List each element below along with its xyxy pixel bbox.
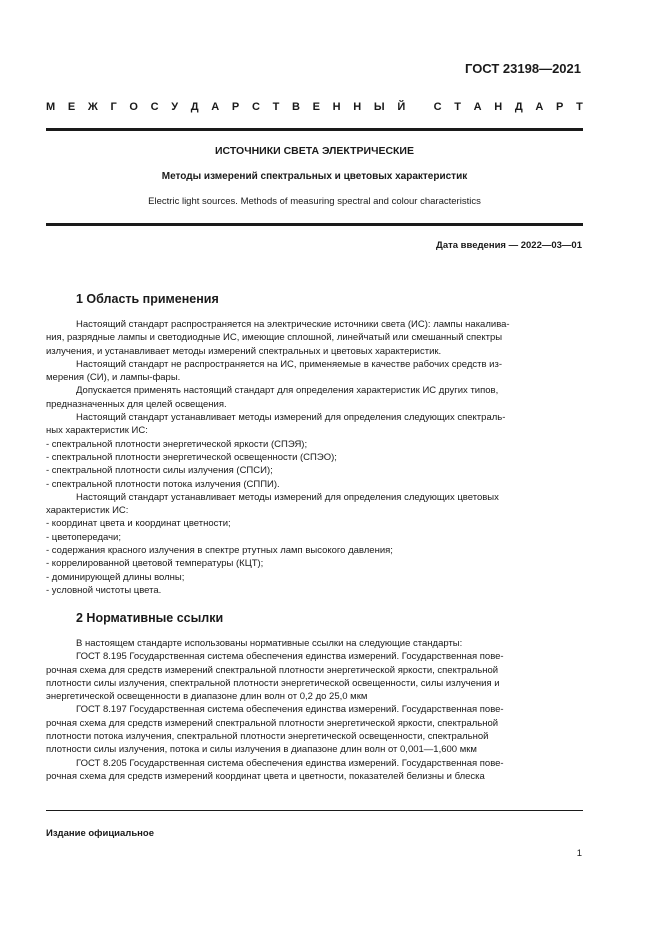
interstate-letter: Е — [312, 101, 320, 113]
document-code: ГОСТ 23198—2021 — [465, 61, 581, 76]
interstate-letter: Н — [353, 101, 362, 113]
title-divider — [46, 223, 583, 226]
interstate-letter: Г — [110, 101, 117, 113]
interstate-letter: Н — [494, 101, 503, 113]
interstate-letter: В — [291, 101, 300, 113]
interstate-letter: Й — [397, 101, 406, 113]
interstate-letter: О — [129, 101, 138, 113]
document-subtitle: Методы измерений спектральных и цветовых характеристик — [161, 171, 468, 182]
text-line: ных характеристик ИС: — [46, 425, 148, 437]
interstate-letter: Н — [332, 101, 341, 113]
document-title-english: Electric light sources. Methods of measuring spectral and colour characteristics — [148, 196, 481, 207]
interstate-letter: Т — [272, 101, 280, 113]
text-line: Настоящий стандарт не распространяется на ИС, применяемые в качестве рабочих средств из- — [76, 358, 503, 370]
text-line: Допускается применять настоящий стандарт для определения характеристик ИС других типов, — [76, 385, 499, 397]
text-line: - доминирующей длины волны; — [46, 571, 185, 583]
footer-divider — [46, 810, 583, 811]
interstate-letter — [418, 101, 421, 113]
text-line: ГОСТ 8.197 Государственная система обеспечения единства измерений. Государственная пове- — [76, 704, 504, 716]
edition-label: Издание официальное — [46, 828, 154, 839]
text-line: - цветопередачи; — [46, 531, 121, 543]
top-divider — [46, 128, 583, 131]
text-line: предназначенных для целей освещения. — [46, 398, 227, 410]
text-line: рочная схема для средств измерений спектральной плотности энергетической яркости, спектральной — [46, 717, 499, 729]
text-line: - спектральной плотности энергетической освещенности (СПЭО); — [46, 451, 337, 463]
text-line: - коррелированной цветовой температуры (КЦТ); — [46, 558, 264, 570]
text-line: характеристик ИС: — [46, 505, 129, 517]
interstate-letter: Ж — [87, 101, 98, 113]
text-line: рочная схема для средств измерений спектральной плотности энергетической яркости, спектральной — [46, 664, 499, 676]
interstate-letter: С — [150, 101, 159, 113]
text-line: ГОСТ 8.205 Государственная система обеспечения единства измерений. Государственная пове- — [76, 757, 504, 769]
interstate-letter: М — [46, 101, 56, 113]
interstate-letter: Р — [231, 101, 240, 113]
interstate-letter: А — [211, 101, 220, 113]
text-line: рочная схема для средств измерений координат цвета и цветности, показателей белизны и блеска — [46, 770, 485, 782]
interstate-letter: С — [433, 101, 442, 113]
text-line: - спектральной плотности потока излучения (СППИ). — [46, 478, 280, 490]
text-line: В настоящем стандарте использованы нормативные ссылки на следующие стандарты: — [76, 638, 463, 649]
text-line: Настоящий стандарт устанавливает методы измерений для определения следующих цветовых — [76, 491, 499, 503]
interstate-letter: Т — [454, 101, 461, 113]
section-2-heading: 2 Нормативные ссылки — [76, 611, 224, 625]
text-line: плотности силы излучения, потока и силы излучения в диапазоне длин волн от 0,001—1,600 мкм — [46, 744, 477, 756]
interstate-letter: Ы — [373, 101, 385, 113]
interstate-letter: С — [251, 101, 260, 113]
interstate-letter: Д — [190, 101, 199, 113]
section-1-body — [46, 318, 582, 597]
text-line: плотности силы излучения, спектральной плотности энергетической освещенности, силы излучения и — [46, 677, 500, 689]
text-line: - координат цвета и координат цветности; — [46, 518, 231, 530]
interstate-standard-label — [46, 101, 583, 113]
text-line: - содержания красного излучения в спектре ртутных ламп высокого давления; — [46, 545, 393, 557]
text-line: ГОСТ 8.195 Государственная система обеспечения единства измерений. Государственная пове- — [76, 651, 504, 663]
interstate-letter: Е — [67, 101, 76, 113]
text-line: - спектральной плотности энергетической яркости (СПЭЯ); — [46, 438, 308, 450]
text-line: плотности потока излучения, спектральной плотности энергетической освещенности, спектральной — [46, 731, 489, 743]
text-line: ния, разрядные лампы и светодиодные ИС, имеющие сплошной, линейчатый или смешанный спектры — [46, 332, 503, 344]
text-line: излучения, и устанавливает методы измерений спектральных и цветовых характеристик. — [46, 345, 442, 357]
introduction-date: Дата введения — 2022—03—01 — [436, 240, 582, 251]
text-line: мерения (СИ), и лампы-фары. — [46, 372, 181, 384]
section-1-heading: 1 Область применения — [76, 292, 219, 306]
section-2-body — [46, 637, 582, 783]
text-line: Настоящий стандарт устанавливает методы измерений для определения следующих спектраль- — [76, 412, 506, 424]
interstate-letter: А — [473, 101, 482, 113]
interstate-letter: А — [535, 101, 544, 113]
document-title: ИСТОЧНИКИ СВЕТА ЭЛЕКТРИЧЕСКИЕ — [215, 145, 414, 157]
text-line: Настоящий стандарт распространяется на электрические источники света (ИС): лампы накалива- — [76, 319, 510, 330]
interstate-letter: Д — [514, 101, 523, 113]
interstate-letter: Р — [556, 101, 564, 113]
page-number: 1 — [576, 848, 582, 859]
text-line: - спектральной плотности силы излучения (СПСИ); — [46, 465, 273, 477]
text-line: энергетической освещенности в диапазоне длин волн от 0,2 до 25,0 мкм — [46, 691, 368, 703]
text-line: - условной чистоты цвета. — [46, 584, 162, 596]
interstate-letter: Т — [576, 101, 583, 113]
interstate-letter: У — [171, 101, 179, 113]
